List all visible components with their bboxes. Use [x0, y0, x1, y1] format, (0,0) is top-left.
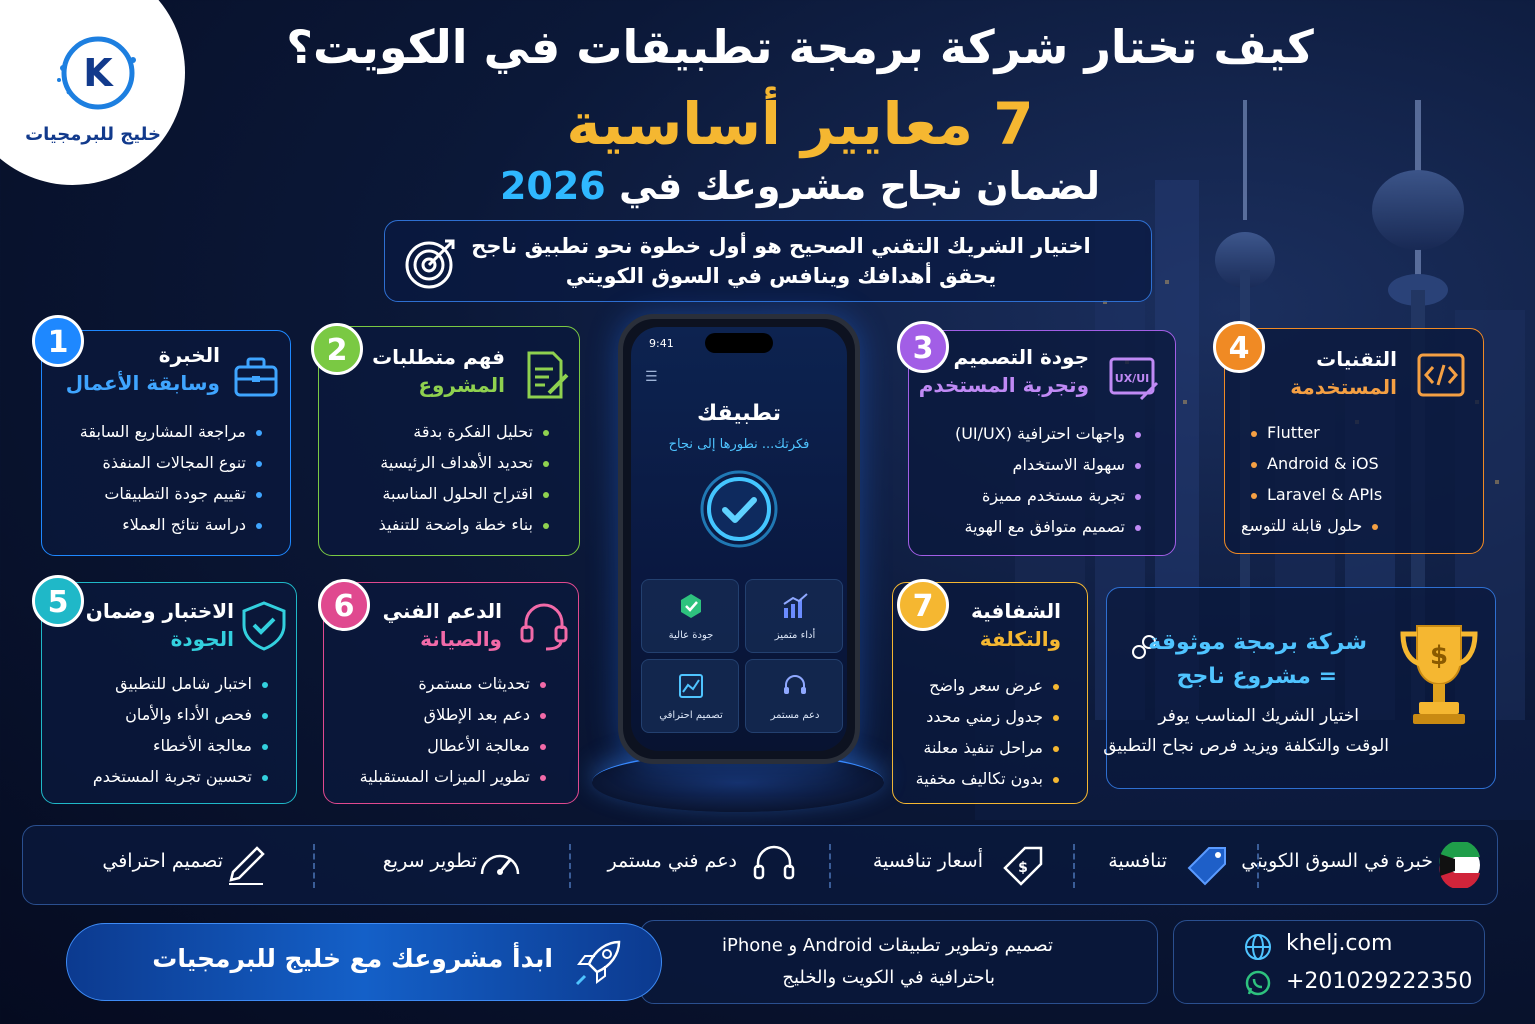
list-item: Flutter [1241, 417, 1388, 448]
intro-text [451, 231, 1111, 291]
service-line-2: باحترافية في الكويت والخليج [782, 967, 995, 988]
check-circle-icon [699, 469, 779, 549]
list-item: تنوع المجالات المنفذة [80, 447, 272, 478]
svg-text:$: $ [1429, 641, 1449, 671]
list-item: تقييم جودة التطبيقات [80, 478, 272, 509]
document-edit-icon [519, 349, 571, 401]
start-project-label: ابدأ مشروعك مع خليج للبرمجيات [152, 944, 553, 973]
criterion-card-2 [318, 326, 580, 556]
website-link[interactable]: khelj.com [1286, 931, 1393, 956]
list-item: معالجة الأعطال [360, 730, 556, 761]
list-item: عرض سعر واضح [916, 670, 1069, 701]
trusted-title-2-text: مشروع ناجح [1176, 664, 1311, 689]
phone-notch [705, 333, 773, 353]
service-line-1: تصميم وتطوير تطبيقات Android و iPhone [722, 935, 1053, 956]
list-item: تحديد الأهداف الرئيسية [379, 447, 559, 478]
list-item: مراحل تنفيذ معلنة [916, 732, 1069, 763]
headset-icon [518, 599, 570, 651]
criterion-list-3 [955, 418, 1151, 542]
criterion-subtitle-1: وسابقة الأعمال [65, 371, 220, 395]
rocket-icon [573, 938, 625, 988]
criterion-title-3: جودة التصميم [953, 345, 1089, 369]
criterion-title-6: الدعم الفني [382, 599, 502, 623]
criterion-number-3: 3 [897, 321, 949, 373]
list-item: مراجعة المشاريع السابقة [80, 416, 272, 447]
intro-line-2: يحقق أهدافك وينافس في السوق الكويتي [565, 264, 997, 288]
intro-box [384, 220, 1152, 302]
trusted-company-box [1103, 587, 1496, 789]
trusted-title-2 [1177, 664, 1337, 689]
page-subtitle: 7 معايير أساسية [566, 90, 1034, 158]
criterion-title-5: الاختبار وضمان [85, 599, 234, 623]
code-icon [1415, 349, 1467, 401]
list-item: بناء خطة واضحة للتنفيذ [379, 509, 559, 540]
list-item: فحص الأداء والأمان [93, 699, 278, 730]
start-project-button[interactable] [66, 923, 662, 1001]
list-item: جدول زمني محدد [916, 701, 1069, 732]
criterion-card-1 [41, 325, 291, 556]
services-box [640, 920, 1158, 1004]
criterion-title-2: فهم متطلبات [372, 345, 505, 369]
phone-tile-quality[interactable]: جودة عالية [641, 579, 739, 653]
criterion-list-4 [1241, 417, 1388, 541]
feature-professional-design: تصميم احترافي [53, 826, 305, 906]
criterion-number-1: 1 [32, 315, 84, 367]
criterion-card-7 [892, 582, 1088, 804]
app-title: تطبيقك [697, 401, 781, 426]
criterion-number-6: 6 [318, 579, 370, 631]
criterion-number-7: 7 [897, 579, 949, 631]
criterion-list-1 [80, 416, 272, 540]
price-tag-icon [1185, 842, 1231, 888]
list-item: دعم بعد الإطلاق [360, 699, 556, 730]
ux-ui-icon [1107, 351, 1159, 403]
list-item: دراسة نتائج العملاء [80, 509, 272, 540]
phone-tile-design[interactable]: تصميم احترافي [641, 659, 739, 733]
list-item: تصميم متوافق مع الهوية [955, 511, 1151, 542]
kuwait-flag-icon [1437, 842, 1483, 888]
phone-tile-performance[interactable]: أداء متميز [745, 579, 843, 653]
feature-competitive: تنافسية [1075, 826, 1253, 906]
criterion-number-2: 2 [311, 323, 363, 375]
list-item: بدون تكاليف مخفية [916, 763, 1069, 794]
feature-continuous-support: دعم فني مستمر [571, 826, 825, 906]
trusted-title-1: شركة برمجة موثوقة [1148, 630, 1367, 655]
design-chart-icon [677, 672, 705, 700]
headset-icon [751, 842, 797, 888]
brand-logo-icon [55, 30, 141, 116]
speedometer-icon [477, 842, 523, 888]
criterion-list-2 [379, 416, 559, 540]
contact-box [1173, 920, 1485, 1004]
criterion-card-6 [323, 582, 579, 804]
list-item: معالجة الأخطاء [93, 730, 278, 761]
quality-icon [677, 592, 705, 620]
list-item: تحليل الفكرة بدقة [379, 416, 559, 447]
feature-kuwait-experience: خبرة في السوق الكويتي [1261, 826, 1493, 906]
list-item: Laravel & APIs [1241, 479, 1388, 510]
criterion-list-7 [916, 670, 1069, 794]
criterion-list-6 [360, 668, 556, 792]
page-tagline [230, 164, 1370, 208]
app-tagline: فكرتك... نطورها إلى نجاح [668, 437, 810, 452]
trusted-desc-1: اختيار الشريك المناسب يوفر [1158, 706, 1359, 726]
list-item: تحسين تجربة المستخدم [93, 761, 278, 792]
bar-chart-icon [781, 592, 809, 620]
criterion-subtitle-3: وتجربة المستخدم [918, 373, 1089, 397]
whatsapp-icon [1244, 969, 1272, 997]
list-item: سهولة الاستخدام [955, 449, 1151, 480]
logo-letter: K [83, 51, 113, 95]
criterion-title-7: الشفافية [970, 599, 1061, 623]
trusted-equals: = [1318, 664, 1337, 689]
criterion-subtitle-5: الجودة [170, 627, 234, 651]
intro-line-1: اختيار الشريك التقني الصحيح هو أول خطوة نحو تطبيق ناجح [471, 234, 1091, 258]
page-title: كيف تختار شركة برمجة تطبيقات في الكويت؟ [286, 20, 1314, 74]
svg-text:UX/UI: UX/UI [1114, 372, 1150, 385]
criterion-subtitle-7: والتكلفة [979, 627, 1061, 651]
criterion-number-4: 4 [1213, 321, 1265, 373]
price-tag-icon [1001, 842, 1047, 888]
globe-icon [1244, 933, 1272, 961]
svg-text:$: $ [1018, 860, 1028, 876]
tagline-text: لضمان نجاح مشروعك في [618, 164, 1100, 208]
features-strip [22, 825, 1498, 905]
criterion-card-5 [41, 582, 297, 804]
feature-competitive-prices: $ أسعار تنافسية [831, 826, 1067, 906]
pen-icon [223, 842, 269, 888]
criterion-subtitle-6: والصيانة [420, 627, 502, 651]
criterion-card-3 [908, 330, 1176, 556]
briefcase-icon [230, 351, 282, 403]
criterion-title-4: التقنيات [1316, 347, 1397, 371]
criterion-subtitle-4: المستخدمة [1290, 375, 1397, 399]
tagline-year: 2026 [499, 164, 606, 208]
phone-number-link[interactable]: +201029222350 [1286, 969, 1473, 994]
list-item: تجربة مستخدم مميزة [955, 480, 1151, 511]
trophy-icon [1397, 618, 1481, 728]
list-item: Android & iOS [1241, 448, 1388, 479]
criterion-title-1: الخبرة [158, 343, 220, 367]
feature-fast-development: تطوير سريع [319, 826, 563, 906]
criterion-subtitle-2: المشروع [418, 373, 505, 397]
criterion-card-4 [1224, 328, 1484, 554]
phone-tile-support[interactable]: دعم مستمر [745, 659, 843, 733]
list-item: اختبار شامل للتطبيق [93, 668, 278, 699]
criterion-number-5: 5 [32, 575, 84, 627]
headset-icon [781, 672, 809, 700]
logo-text: خليج للبرمجيات [25, 124, 161, 145]
list-item: تطوير الميزات المستقبلية [360, 761, 556, 792]
trusted-desc-2: الوقت والتكلفة ويزيد فرص نجاح التطبيق [1103, 736, 1389, 756]
phone-mockup [618, 314, 860, 764]
list-item: واجهات احترافية (UI/UX) [955, 418, 1151, 449]
phone-time: 9:41 [649, 337, 674, 350]
list-item: تحديثات مستمرة [360, 668, 556, 699]
target-icon [401, 235, 461, 291]
hamburger-menu-icon: ☰ [645, 369, 658, 385]
list-item: حلول قابلة للتوسع [1241, 510, 1388, 541]
shield-check-icon [238, 599, 290, 651]
criterion-list-5 [93, 668, 278, 792]
list-item: اقتراح الحلول المناسبة [379, 478, 559, 509]
phone-screen [631, 327, 847, 751]
